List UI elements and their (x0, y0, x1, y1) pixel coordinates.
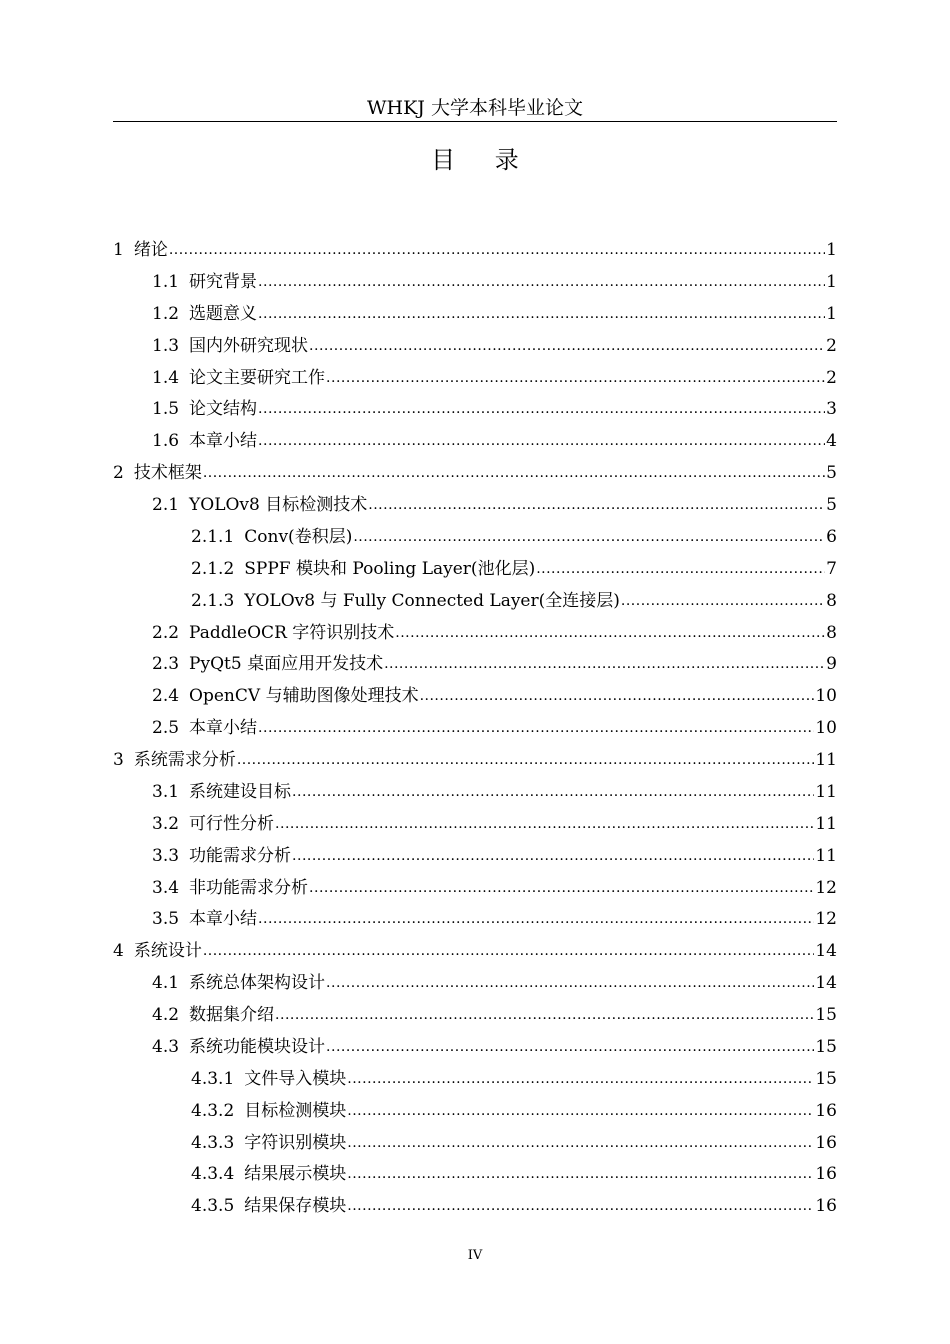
toc-entry-page: 1 (826, 240, 837, 260)
toc-dot-leader (258, 904, 814, 936)
toc-dot-leader (309, 873, 814, 905)
toc-entry[interactable] (113, 1032, 837, 1064)
toc-entry-title: 绪论 (133, 240, 168, 260)
toc-entry-number: 1.1 (152, 271, 180, 292)
toc-dot-leader (347, 1191, 814, 1223)
toc-dot-leader (292, 841, 814, 873)
toc-entry[interactable] (113, 904, 837, 936)
toc-entry-page: 12 (815, 909, 837, 930)
toc-entry-number: 2.1.1 (191, 526, 235, 547)
toc-entry-page: 8 (826, 622, 837, 643)
toc-dot-leader (347, 1096, 814, 1128)
toc-entry[interactable] (113, 363, 837, 395)
toc-entry[interactable] (113, 458, 837, 490)
toc-entry-number: 3.4 (152, 877, 180, 898)
toc-entry-page: 10 (815, 718, 837, 739)
toc-entry-page: 15 (815, 1005, 837, 1025)
toc-entry-title: 结果展示模块 (244, 1164, 347, 1185)
toc-entry-page: 11 (815, 781, 837, 802)
toc-dot-leader (309, 331, 825, 363)
toc-entry-title: 本章小结 (189, 431, 258, 452)
toc-dot-leader (326, 363, 825, 395)
toc-entry[interactable] (113, 745, 837, 777)
toc-entry-page: 16 (815, 1196, 837, 1217)
toc-entry[interactable] (113, 618, 837, 650)
toc-entry[interactable] (113, 331, 837, 363)
toc-entry-page: 16 (815, 1164, 837, 1185)
toc-entry-number: 4.2 (152, 1005, 180, 1025)
toc-dot-leader (353, 522, 825, 554)
toc-dot-leader (258, 713, 814, 745)
toc-entry-page: 5 (826, 495, 837, 515)
toc-entry-page: 9 (826, 654, 837, 675)
toc-entry-title: 结果保存模块 (244, 1196, 347, 1217)
toc-entry-title: SPPF 模块和 Pooling Layer(池化层) (244, 558, 536, 579)
toc-entry[interactable] (113, 426, 837, 458)
toc-entry[interactable] (113, 490, 837, 522)
toc-dot-leader (536, 554, 825, 586)
toc-entry-page: 15 (815, 1036, 837, 1057)
toc-entry-number: 4.3.5 (191, 1196, 235, 1217)
toc-entry-number: 3.1 (152, 781, 180, 802)
page-number: IV (467, 1248, 483, 1263)
toc-entry[interactable] (113, 968, 837, 1000)
toc-dot-leader (395, 618, 825, 650)
toc-dot-leader (169, 235, 825, 267)
toc-dot-leader (258, 267, 825, 299)
toc-dot-leader (275, 809, 814, 841)
toc-dot-leader (203, 458, 825, 490)
toc-entry-title: 本章小结 (189, 718, 258, 739)
toc-entry[interactable] (113, 649, 837, 681)
toc-dot-leader (326, 1032, 814, 1064)
toc-entry-title: 论文结构 (189, 399, 258, 420)
toc-entry-title: 系统需求分析 (133, 750, 236, 770)
toc-entry[interactable] (113, 681, 837, 713)
toc-entry-title: 选题意义 (189, 303, 258, 324)
toc-entry-title: 字符识别模块 (244, 1132, 347, 1153)
toc-entry[interactable] (113, 1159, 837, 1191)
toc-entry-title: 数据集介绍 (189, 1005, 275, 1025)
toc-dot-leader (347, 1064, 814, 1096)
toc-title: 目 录 (431, 146, 535, 174)
toc-entry-number: 2.1.3 (191, 590, 235, 611)
toc-entry-title: 非功能需求分析 (189, 877, 309, 898)
page-header: WHKJ 大学本科毕业论文 (367, 97, 583, 119)
toc-entry-title: 功能需求分析 (189, 845, 292, 866)
toc-entry-number: 3.2 (152, 813, 180, 834)
toc-entry-number: 3.5 (152, 909, 180, 930)
toc-entry[interactable] (113, 1064, 837, 1096)
toc-entry-number: 4.3.4 (191, 1164, 235, 1185)
toc-entry[interactable] (113, 267, 837, 299)
toc-entry-page: 15 (815, 1068, 837, 1089)
toc-entry[interactable] (113, 873, 837, 905)
toc-dot-leader (275, 1000, 814, 1032)
toc-dot-leader (420, 681, 815, 713)
toc-entry-page: 14 (815, 941, 837, 962)
toc-dot-leader (384, 649, 825, 681)
toc-entry-page: 3 (826, 399, 837, 420)
toc-entry-title: 系统建设目标 (189, 781, 292, 802)
toc-entry-page: 12 (815, 877, 837, 898)
toc-dot-leader (292, 777, 814, 809)
toc-entry-title: OpenCV 与辅助图像处理技术 (189, 686, 419, 707)
toc-entry[interactable] (113, 299, 837, 331)
toc-entry[interactable] (113, 1128, 837, 1160)
toc-entry-number: 1.4 (152, 367, 180, 388)
toc-entry-title: PaddleOCR 字符识别技术 (189, 622, 395, 643)
header-rule (113, 121, 837, 122)
toc-entry[interactable] (113, 235, 837, 267)
toc-entry[interactable] (113, 1096, 837, 1128)
toc-entry-page: 6 (826, 526, 837, 547)
toc-entry-title: 技术框架 (133, 463, 202, 484)
toc-dot-leader (347, 1128, 814, 1160)
toc-entry-title: 国内外研究现状 (189, 335, 309, 356)
toc-entry-page: 10 (815, 686, 837, 707)
toc-entry-number: 3.3 (152, 845, 180, 866)
toc-entry-number: 3 (113, 750, 124, 770)
toc-entry[interactable] (113, 936, 837, 968)
toc-entry-title: 可行性分析 (189, 813, 275, 834)
toc-entry-number: 4.3.2 (191, 1100, 235, 1121)
toc-entry-title: YOLOv8 目标检测技术 (189, 495, 368, 515)
toc-entry-title: 本章小结 (189, 909, 258, 930)
toc-dot-leader (203, 936, 815, 968)
toc-entry[interactable] (113, 522, 837, 554)
toc-entry-number: 1.6 (152, 431, 180, 452)
toc-entry-page: 11 (815, 750, 837, 770)
toc-dot-leader (326, 968, 814, 1000)
toc-entry-page: 2 (826, 335, 837, 356)
toc-dot-leader (368, 490, 825, 522)
toc-entry[interactable] (113, 586, 837, 618)
toc-entry-title: 文件导入模块 (244, 1068, 347, 1089)
toc-entry-page: 11 (815, 813, 837, 834)
toc-entry-number: 4.3.3 (191, 1132, 235, 1153)
toc-entry-page: 1 (826, 303, 837, 324)
toc-dot-leader (621, 586, 825, 618)
toc-entry[interactable] (113, 554, 837, 586)
toc-entry[interactable] (113, 394, 837, 426)
toc-entry-number: 4.3.1 (191, 1068, 235, 1089)
toc-entry-title: 系统设计 (133, 941, 202, 962)
toc-entry-title: 研究背景 (189, 271, 258, 292)
toc-entry-title: 目标检测模块 (244, 1100, 347, 1121)
toc-entry-number: 1.2 (152, 303, 180, 324)
toc-entry-page: 2 (826, 367, 837, 388)
toc-entry[interactable] (113, 809, 837, 841)
toc-entry[interactable] (113, 1191, 837, 1223)
toc-entry-page: 16 (815, 1100, 837, 1121)
toc-entry-page: 1 (826, 271, 837, 292)
toc-entry-number: 1.5 (152, 399, 180, 420)
toc-entry[interactable] (113, 777, 837, 809)
toc-entry-page: 14 (815, 973, 837, 994)
toc-entry-page: 16 (815, 1132, 837, 1153)
toc-entry-number: 1.3 (152, 335, 180, 356)
toc-dot-leader (258, 426, 825, 458)
toc-entry-number: 2.2 (152, 622, 180, 643)
toc-entry-number: 4.3 (152, 1036, 180, 1057)
toc-entry-number: 4 (113, 941, 124, 962)
toc-entry[interactable] (113, 841, 837, 873)
toc-entry[interactable] (113, 713, 837, 745)
toc-entry-title: 系统功能模块设计 (189, 1036, 326, 1057)
toc-entry-page: 7 (826, 558, 837, 579)
toc-dot-leader (347, 1159, 814, 1191)
toc-entry-title: Conv(卷积层) (244, 526, 353, 547)
toc-dot-leader (258, 394, 825, 426)
toc-entry-number: 2.4 (152, 686, 180, 707)
table-of-contents (113, 235, 837, 1223)
toc-entry-number: 2.1.2 (191, 558, 235, 579)
toc-entry-title: 系统总体架构设计 (189, 973, 326, 994)
toc-entry-number: 1 (113, 240, 124, 260)
toc-dot-leader (258, 299, 825, 331)
toc-entry-number: 2.5 (152, 718, 180, 739)
toc-entry-title: 论文主要研究工作 (189, 367, 326, 388)
toc-entry-page: 4 (826, 431, 837, 452)
toc-entry-number: 2.3 (152, 654, 180, 675)
toc-entry-page: 8 (826, 590, 837, 611)
toc-entry-page: 11 (815, 845, 837, 866)
toc-entry-number: 4.1 (152, 973, 180, 994)
toc-entry-number: 2.1 (152, 495, 180, 515)
toc-dot-leader (237, 745, 815, 777)
toc-entry[interactable] (113, 1000, 837, 1032)
toc-entry-title: YOLOv8 与 Fully Connected Layer(全连接层) (244, 590, 620, 611)
toc-entry-title: PyQt5 桌面应用开发技术 (189, 654, 384, 675)
toc-entry-number: 2 (113, 463, 124, 484)
toc-entry-page: 5 (826, 463, 837, 484)
